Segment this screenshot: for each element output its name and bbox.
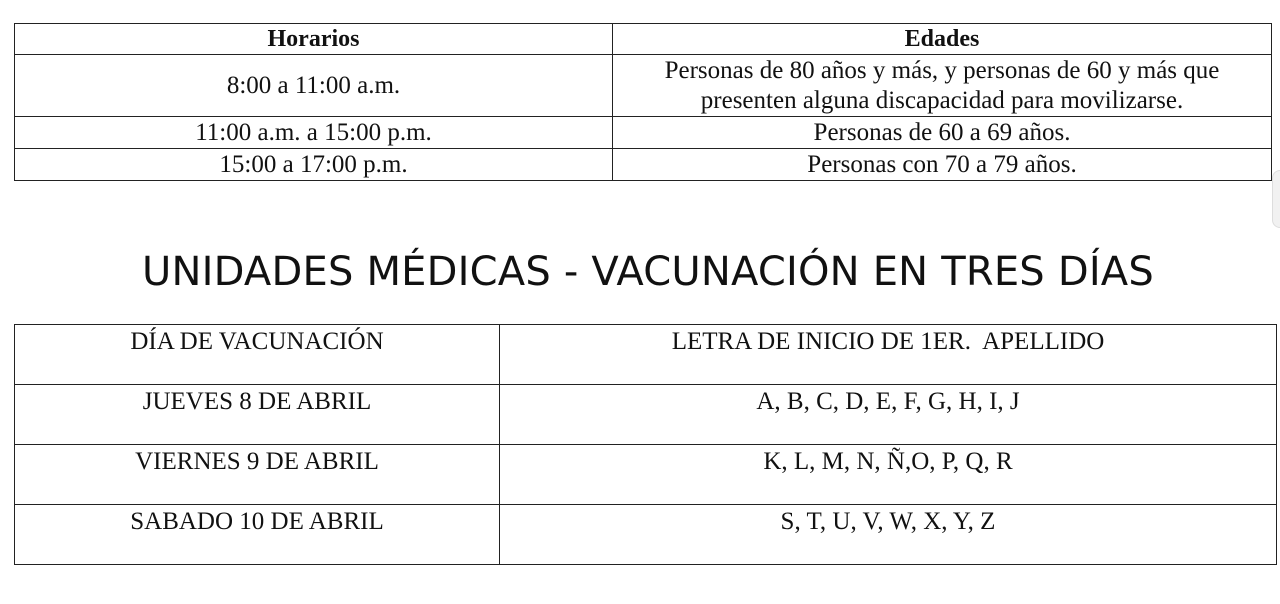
vaccination-table — [14, 324, 1277, 565]
schedule-ages-line: presenten alguna discapacidad para movilizarse. — [700, 86, 1184, 114]
vaccination-day-cell: SABADO 10 DE ABRIL — [15, 505, 500, 565]
schedule-ages-cell — [613, 55, 1272, 117]
schedule-row — [15, 117, 1272, 149]
vaccination-day-cell: JUEVES 8 DE ABRIL — [15, 385, 500, 445]
schedule-table — [14, 23, 1272, 181]
vaccination-row — [15, 505, 1277, 565]
header-letra-apellido: LETRA DE INICIO DE 1ER. APELLIDO — [500, 325, 1277, 385]
schedule-time-cell: 8:00 a 11:00 a.m. — [15, 55, 613, 117]
schedule-time-cell: 15:00 a 17:00 p.m. — [15, 149, 613, 181]
vaccination-day-cell: VIERNES 9 DE ABRIL — [15, 445, 500, 505]
header-dia-vacunacion: DÍA DE VACUNACIÓN — [15, 325, 500, 385]
vaccination-letters-cell: S, T, U, V, W, X, Y, Z — [500, 505, 1277, 565]
vaccination-row — [15, 445, 1277, 505]
header-horarios: Horarios — [15, 24, 613, 55]
page-edge-decoration — [1272, 170, 1280, 228]
schedule-row — [15, 55, 1272, 117]
schedule-header-row — [15, 24, 1272, 55]
vaccination-row — [15, 385, 1277, 445]
schedule-row — [15, 149, 1272, 181]
schedule-ages-line: Personas de 80 años y más, y personas de 60 y más que — [664, 56, 1220, 84]
section-heading: UNIDADES MÉDICAS - VACUNACIÓN EN TRES DÍAS — [142, 249, 1154, 295]
vaccination-letters-cell: A, B, C, D, E, F, G, H, I, J — [500, 385, 1277, 445]
vaccination-letters-cell: K, L, M, N, Ñ,O, P, Q, R — [500, 445, 1277, 505]
schedule-ages-cell: Personas de 60 a 69 años. — [613, 117, 1272, 149]
schedule-time-cell: 11:00 a.m. a 15:00 p.m. — [15, 117, 613, 149]
header-edades: Edades — [613, 24, 1272, 55]
schedule-ages-cell: Personas con 70 a 79 años. — [613, 149, 1272, 181]
vaccination-header-row — [15, 325, 1277, 385]
